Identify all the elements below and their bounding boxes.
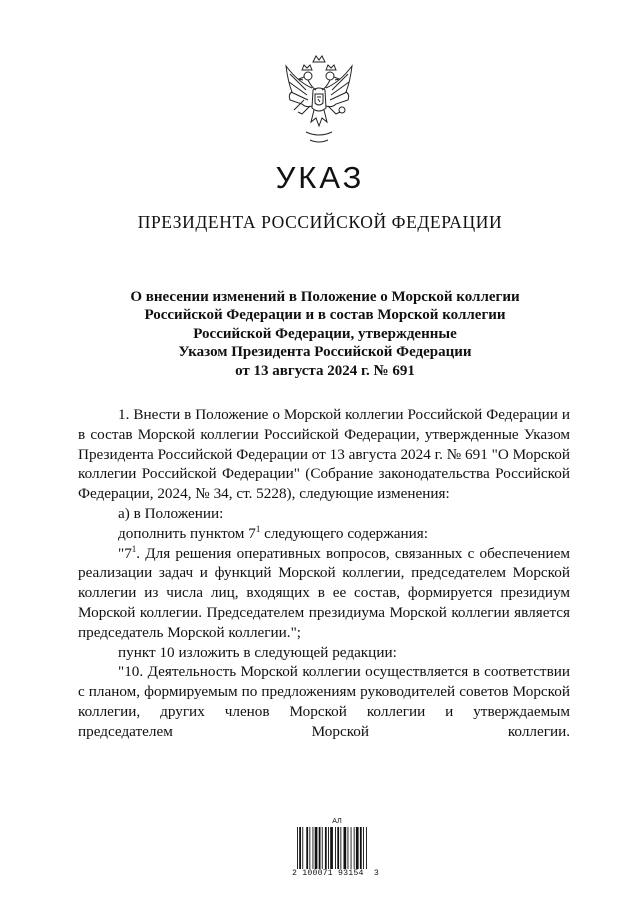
decree-body	[78, 405, 570, 742]
barcode-bar	[299, 827, 301, 869]
barcode-bar	[366, 827, 367, 869]
barcode-bar	[335, 827, 336, 869]
russian-coat-of-arms-icon	[280, 52, 358, 148]
decree-subtitle: ПРЕЗИДЕНТА РОССИЙСКОЙ ФЕДЕРАЦИИ	[137, 212, 503, 232]
barcode-bar	[330, 827, 333, 869]
heading-line: Указом Президента Российской Федерации	[178, 344, 472, 361]
barcode-digits: 2 100071 93154 3	[292, 869, 379, 878]
barcode-bar	[309, 827, 310, 869]
paragraph-text: следующего содержания:	[260, 524, 428, 542]
barcode-bar	[328, 827, 329, 869]
paragraph-point-7-1	[78, 544, 570, 643]
decree-heading	[80, 288, 570, 380]
barcode	[292, 818, 379, 880]
barcode-bar	[351, 827, 352, 869]
heading-line: от 13 августа 2024 г. № 691	[235, 362, 415, 379]
barcode-bar	[363, 827, 364, 869]
paragraph-point-10-intro: пункт 10 изложить в следующей редакции:	[118, 643, 397, 661]
barcode-bars	[296, 827, 378, 869]
paragraph-text: дополнить пунктом 7	[118, 524, 256, 542]
barcode-top-mark: АЛ	[332, 818, 342, 825]
barcode-bar	[315, 827, 318, 869]
superscript: 1	[131, 543, 137, 554]
barcode-bar	[337, 827, 339, 869]
barcode-bar	[297, 827, 298, 869]
heading-line: Российской Федерации и в состав Морской коллегии	[144, 307, 506, 324]
barcode-bar	[356, 827, 359, 869]
barcode-bar	[360, 827, 362, 869]
barcode-bar	[306, 827, 308, 869]
superscript: 1	[255, 523, 261, 534]
barcode-bar	[319, 827, 321, 869]
paragraph-point-10: "10. Деятельность Морской коллегии осуществляется в соответствии с планом, формируемым по предложениям руководителей советов Морской коллегии, других членов Морской коллегии и утверждаемым председателем Морской коллегии.	[78, 663, 570, 740]
paragraph-subitem-a: а) в Положении:	[118, 504, 224, 522]
barcode-bar	[354, 827, 355, 869]
paragraph-add-point	[78, 524, 570, 544]
paragraph-item-1: 1. Внести в Положение о Морской коллегии Российской Федерации и в состав Морской коллегии Российской Федерации, утвержденные Указом Президента Российской Федерации от 13 августа 2024 г. № 691 "О Морской коллегии Российской Федерации" (Собрание законодательства Российской Федерации, 2024, № 34, ст. 5228), следующие изменения:	[78, 406, 570, 503]
barcode-bar	[325, 827, 327, 869]
barcode-bar	[340, 827, 341, 869]
barcode-bar	[344, 827, 347, 869]
decree-title: УКАЗ	[275, 160, 365, 195]
paragraph-text: "7	[118, 544, 132, 562]
paragraph-text: . Для решения оперативных вопросов, связанных с обеспечением реализации задач и функций Морской коллегии, председателем Морской коллегии из числа лиц, входящих в ее состав, формируется президиум Морской коллегии. Председателем президиума Морской коллегии является председатель Морской коллегии.";	[78, 544, 570, 641]
barcode-bar	[322, 827, 323, 869]
heading-line: О внесении изменений в Положение о Морской коллегии	[130, 289, 520, 305]
heading-line: Российской Федерации, утвержденные	[193, 325, 457, 342]
barcode-bar	[348, 827, 349, 869]
barcode-bar	[302, 827, 303, 869]
barcode-bar	[313, 827, 314, 869]
